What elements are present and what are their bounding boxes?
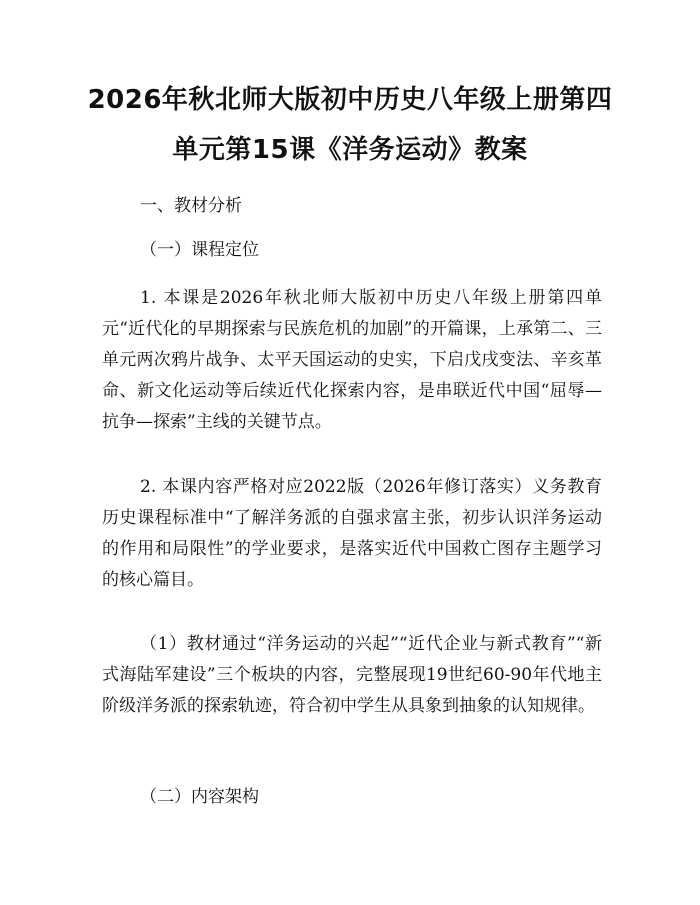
paragraph-textbook-content: （1）教材通过“洋务运动的兴起”“近代企业与新式教育”“新式海陆军建设”三个板块的内容，完整展现19世纪60-90年代地主阶级洋务派的探索轨迹，符合初中学生从具象到抽象的认知规律。 bbox=[102, 634, 602, 716]
paragraph-course-positioning-1: 1. 本课是2026年秋北师大版初中历史八年级上册第四单元“近代化的早期探索与民族危机的加剧”的开篇课，上承第二、三单元两次鸦片战争、太平天国运动的史实，下启戊戌变法、辛亥革命、新文化运动等后续近代化探索内容，是串联近代中国“屈辱—抗争—探索”主线的关键节点。 bbox=[102, 288, 602, 432]
section-heading-textbook-analysis: 一、教材分析 bbox=[140, 196, 242, 216]
document-title-line-2: 单元第15课《洋务运动》教案 bbox=[172, 135, 528, 165]
subsection-heading-content-structure: （二）内容架构 bbox=[140, 787, 259, 807]
subsection-heading-course-positioning: （一）课程定位 bbox=[140, 240, 259, 260]
paragraph-course-positioning-2: 2. 本课内容严格对应2022版（2026年修订落实）义务教育历史课程标准中“了解洋务派的自强求富主张，初步认识洋务运动的作用和局限性”的学业要求，是落实近代中国救亡图存主题学习的核心篇目。 bbox=[102, 477, 602, 590]
document-title-line-1: 2026年秋北师大版初中历史八年级上册第四 bbox=[87, 85, 613, 115]
